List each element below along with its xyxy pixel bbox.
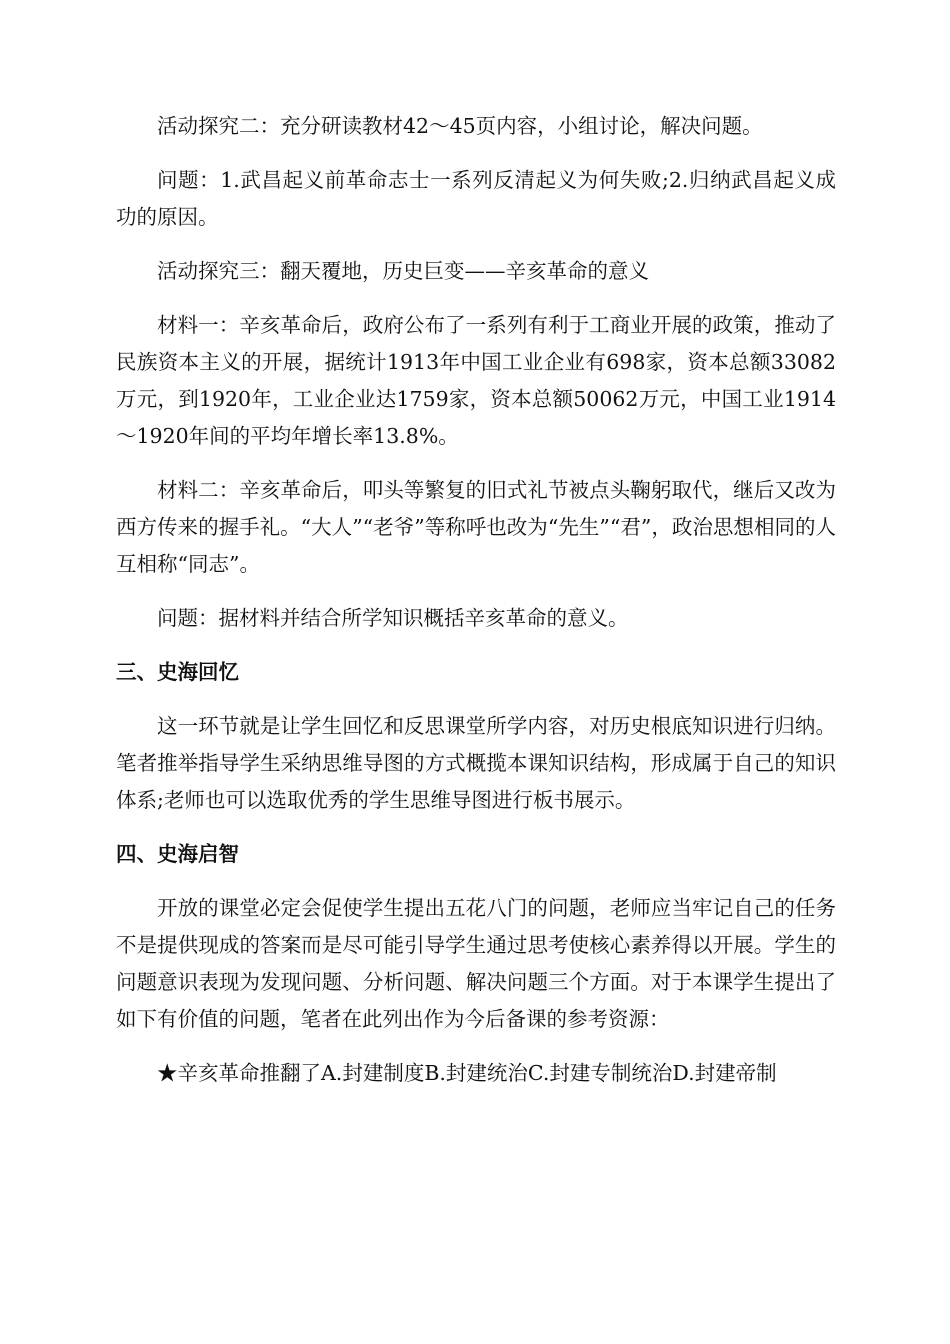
paragraph-star-question: ★辛亥革命推翻了A.封建制度B.封建统治C.封建专制统治D.封建帝制 [157,1061,777,1085]
paragraph-question-two: 问题：据材料并结合所学知识概括辛亥革命的意义。 [157,606,629,630]
paragraph-material-two: 材料二：辛亥革命后，叩头等繁复的旧式礼节被点头鞠躬取代，继后又改为西方传来的握手礼。“大人”“老爷”等称呼也改为“先生”“君”，政治思想相同的人互相称“同志”。 [116,478,836,576]
paragraph-material-one: 材料一：辛亥革命后，政府公布了一系列有利于工商业开展的政策，推动了民族资本主义的开展，据统计1913年中国工业企业有698家，资本总额33082万元，到1920年，工业企业达1759家，资本总额50062万元，中国工业1914～1920年间的平均年增长率13.8%。 [116,313,836,448]
paragraph-activity-two: 活动探究二：充分研读教材42～45页内容，小组讨论，解决问题。 [157,114,763,138]
section-heading-inspiration: 四、史海启智 [116,842,239,866]
paragraph-review: 这一环节就是让学生回忆和反思课堂所学内容，对历史根底知识进行归纳。笔者推举指导学生采纳思维导图的方式概揽本课知识结构，形成属于自己的知识体系;老师也可以选取优秀的学生思维导图进行板书展示。 [116,714,836,812]
paragraph-question-one: 问题：1.武昌起义前革命志士一系列反清起义为何失败;2.归纳武昌起义成功的原因。 [116,168,836,229]
paragraph-inspiration: 开放的课堂必定会促使学生提出五花八门的问题，老师应当牢记自己的任务不是提供现成的答案而是尽可能引导学生通过思考使核心素养得以开展。学生的问题意识表现为发现问题、分析问题、解决问题三个方面。对于本课学生提出了如下有价值的问题，笔者在此列出作为今后备课的参考资源： [116,896,836,1031]
paragraph-activity-three: 活动探究三：翻天覆地，历史巨变——辛亥革命的意义 [157,259,649,283]
section-heading-review: 三、史海回忆 [116,660,239,684]
document-page [116,108,836,1109]
